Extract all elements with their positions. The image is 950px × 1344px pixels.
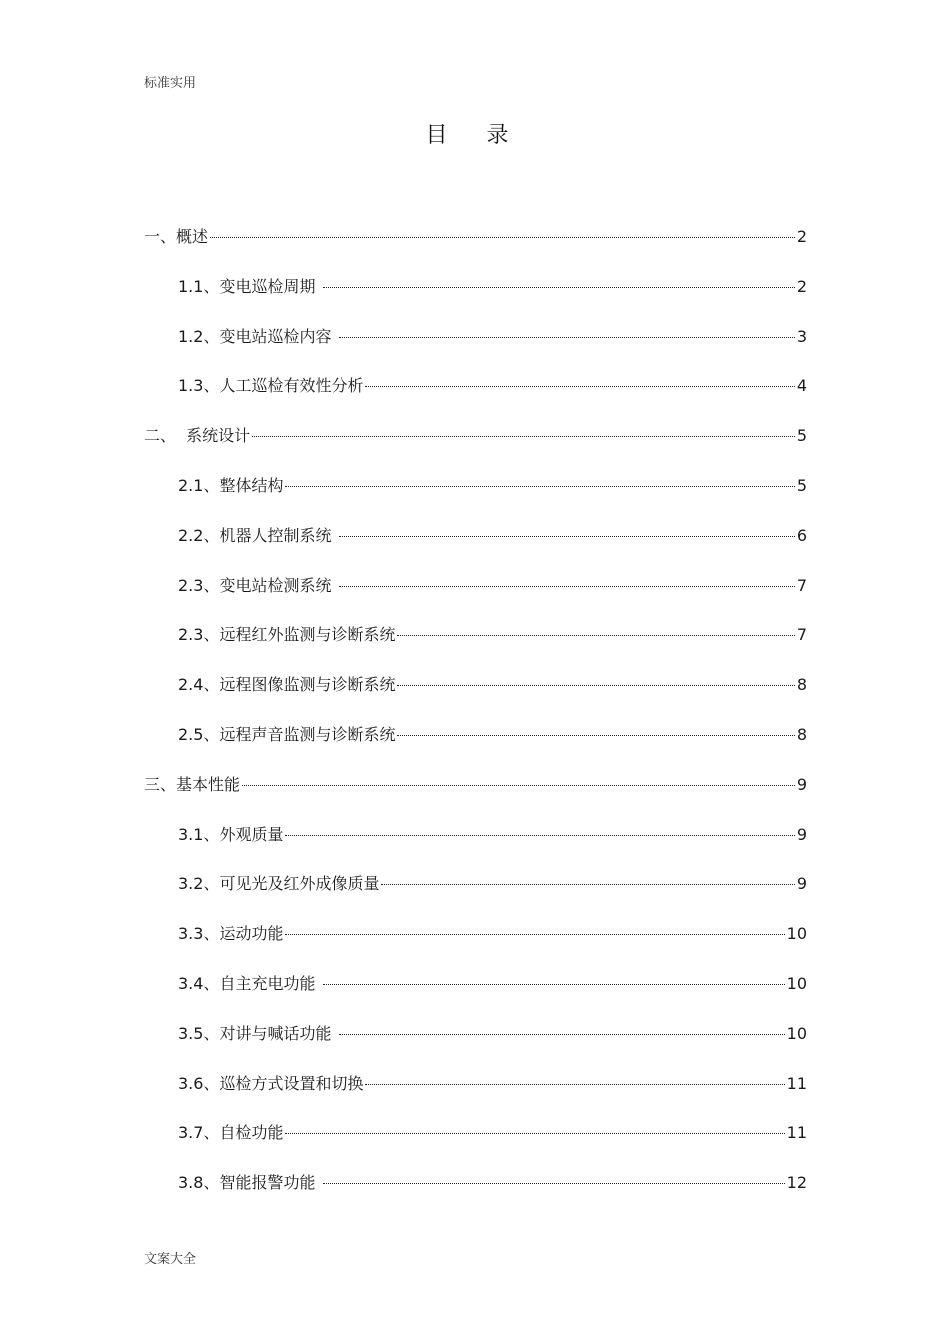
toc-leader-dots (242, 785, 795, 786)
toc-entry-page: 10 (786, 1023, 807, 1043)
toc-entry-label: 1.3、人工巡检有效性分析 (178, 376, 364, 396)
table-of-contents (144, 222, 807, 1218)
toc-entry-label: 3.4、自主充电功能 (178, 973, 321, 993)
toc-entry-page: 3 (796, 326, 807, 346)
toc-entry-label: 2.4、远程图像监测与诊断系统 (178, 675, 396, 695)
toc-entry-label: 2.3、变电站检测系统 (178, 575, 337, 595)
toc-entry-page: 9 (796, 774, 807, 794)
toc-leader-dots (381, 884, 794, 885)
toc-entry-page: 12 (786, 1173, 807, 1193)
toc-leader-dots (397, 635, 794, 636)
toc-entry-page: 2 (796, 276, 807, 296)
toc-leader-dots (323, 984, 785, 985)
toc-entry[interactable] (144, 969, 807, 1019)
toc-entry-page: 9 (796, 824, 807, 844)
toc-entry[interactable] (144, 820, 807, 870)
toc-leader-dots (365, 1084, 784, 1085)
toc-entry-page: 6 (796, 525, 807, 545)
toc-leader-dots (323, 1183, 785, 1184)
toc-leader-dots (339, 1034, 785, 1035)
toc-entry-label: 三、基本性能 (144, 774, 241, 794)
toc-entry[interactable] (144, 670, 807, 720)
toc-entry-page: 7 (796, 625, 807, 645)
toc-leader-dots (323, 287, 795, 288)
toc-leader-dots (397, 735, 794, 736)
toc-leader-dots (339, 536, 795, 537)
toc-entry-page: 9 (796, 874, 807, 894)
toc-entry[interactable] (144, 1118, 807, 1168)
toc-entry-label: 3.2、可见光及红外成像质量 (178, 874, 380, 894)
toc-entry-page: 10 (786, 924, 807, 944)
toc-entry-page: 10 (786, 973, 807, 993)
toc-entry-label: 3.3、运动功能 (178, 924, 284, 944)
toc-leader-dots (210, 237, 795, 238)
toc-entry-page: 11 (786, 1073, 807, 1093)
toc-entry[interactable] (144, 1168, 807, 1218)
page-header: 标准实用 (144, 76, 197, 91)
toc-entry-label: 3.8、智能报警功能 (178, 1173, 321, 1193)
toc-leader-dots (365, 386, 794, 387)
toc-entry-label: 1.2、变电站巡检内容 (178, 326, 337, 346)
page-footer: 文案大全 (144, 1252, 197, 1267)
toc-entry[interactable] (144, 371, 807, 421)
toc-entry-page: 4 (796, 376, 807, 396)
toc-entry-page: 2 (796, 227, 807, 246)
toc-leader-dots (339, 337, 795, 338)
toc-entry-label: 3.1、外观质量 (178, 824, 284, 844)
toc-entry[interactable] (144, 720, 807, 770)
toc-entry-label: 一、概述 (144, 227, 209, 246)
toc-entry-label: 2.2、机器人控制系统 (178, 525, 337, 545)
toc-entry-page: 7 (796, 575, 807, 595)
toc-entry-label: 3.6、巡检方式设置和切换 (178, 1073, 364, 1093)
toc-leader-dots (285, 486, 794, 487)
toc-entry-label: 3.5、对讲与喊话功能 (178, 1023, 337, 1043)
toc-entry[interactable] (144, 620, 807, 670)
toc-entry-page: 5 (796, 475, 807, 495)
toc-entry-page: 8 (796, 675, 807, 695)
toc-entry[interactable] (144, 322, 807, 372)
toc-entry[interactable] (144, 919, 807, 969)
toc-leader-dots (285, 1133, 784, 1134)
toc-entry-page: 5 (796, 426, 807, 446)
toc-entry[interactable] (144, 421, 807, 471)
toc-entry[interactable] (144, 521, 807, 571)
toc-entry-page: 11 (786, 1123, 807, 1143)
toc-entry-label: 二、 系统设计 (144, 426, 251, 446)
toc-entry-label: 3.7、自检功能 (178, 1123, 284, 1143)
toc-leader-dots (252, 436, 795, 437)
toc-entry[interactable] (144, 272, 807, 322)
toc-entry[interactable] (144, 1069, 807, 1119)
toc-leader-dots (285, 934, 784, 935)
toc-leader-dots (285, 835, 794, 836)
toc-entry[interactable] (144, 571, 807, 621)
toc-entry-label: 2.3、远程红外监测与诊断系统 (178, 625, 396, 645)
toc-title: 目 录 (425, 123, 525, 148)
toc-entry[interactable] (144, 869, 807, 919)
toc-entry-label: 1.1、变电巡检周期 (178, 276, 321, 296)
toc-leader-dots (397, 685, 794, 686)
toc-entry[interactable] (144, 222, 807, 272)
toc-entry[interactable] (144, 770, 807, 820)
toc-leader-dots (339, 586, 795, 587)
toc-entry-label: 2.5、远程声音监测与诊断系统 (178, 724, 396, 744)
toc-entry[interactable] (144, 471, 807, 521)
toc-entry-label: 2.1、整体结构 (178, 475, 284, 495)
toc-entry[interactable] (144, 1019, 807, 1069)
toc-entry-page: 8 (796, 724, 807, 744)
